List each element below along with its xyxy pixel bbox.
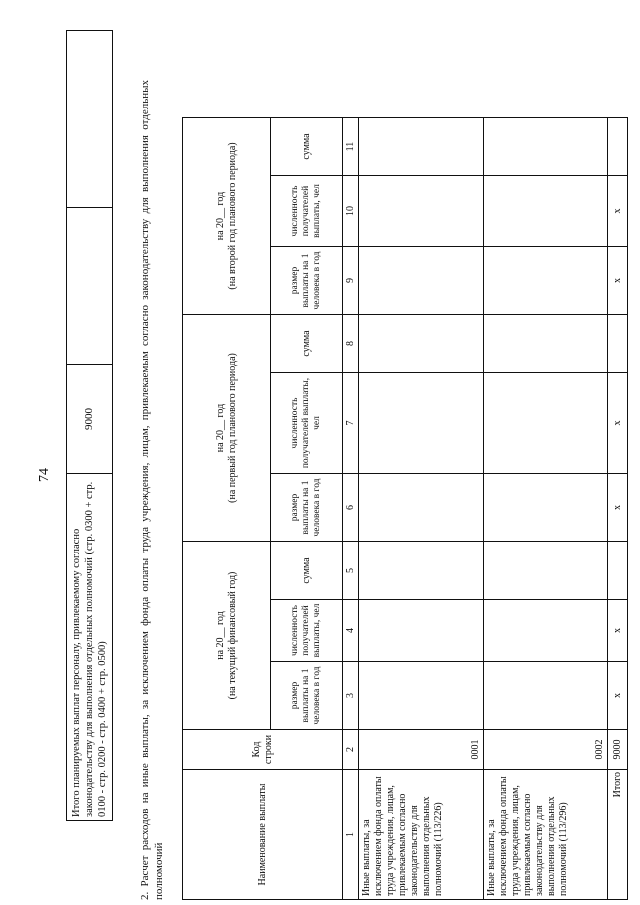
row-cell	[484, 600, 608, 662]
row-cell	[484, 315, 608, 373]
col-number: 9	[343, 247, 359, 315]
total-planned-payments-text: Итого планируемых выплат персоналу, привлекаемому согласно законодательству для выполнения отдельных полномочий (стр. 0300 + стр. 0100 - стр. 0200 - стр. 0400 + стр. 0500)	[67, 474, 113, 821]
col-number: 10	[343, 176, 359, 247]
total-x-mark: x	[608, 373, 628, 474]
period-3-year: на 20__ год	[214, 191, 226, 241]
col-number: 3	[343, 662, 359, 730]
header-count-3: численность получателей выплаты, чел	[271, 176, 343, 247]
page-number: 74	[37, 468, 52, 482]
total-planned-payments-table	[66, 30, 113, 821]
header-sum-2: сумма	[271, 315, 343, 373]
row-cell	[359, 315, 484, 373]
row-payment-name: Иные выплаты, за исключением фонда оплаты труда учреждения, лицам, привлекаемым согласно законодательству для выполнения отдельных полномочий (113/296)	[484, 770, 608, 900]
total-x-mark: x	[608, 600, 628, 662]
col-number: 5	[343, 542, 359, 600]
col-number: 2	[343, 730, 359, 770]
row-cell	[484, 474, 608, 542]
col-number: 11	[343, 118, 359, 176]
row-cell	[359, 600, 484, 662]
row-payment-name: Иные выплаты, за исключением фонда оплаты труда учреждения, лицам, привлекаемым согласно законодательству для выполнения отдельных полномочий (113/226)	[359, 770, 484, 900]
table-row	[484, 118, 608, 900]
section-heading	[138, 80, 166, 900]
row-cell	[359, 474, 484, 542]
period-1-year: на 20__ год	[214, 611, 226, 660]
period-2-year: на 20__ год	[214, 403, 226, 453]
col-number: 7	[343, 373, 359, 474]
header-count-1: численность получателей выплаты, чел	[271, 600, 343, 662]
row-cell	[484, 176, 608, 247]
header-sum-3: сумма	[271, 118, 343, 176]
header-row-code: Код строки	[183, 730, 343, 770]
section-title: Расчет расходов на иные выплаты, за исключением фонда оплаты труда учреждения, лицам, привлекаемым согласно законодательству для выполнения отдельных полномочий	[139, 79, 165, 900]
header-period-2	[183, 315, 271, 542]
total-planned-payments-value-2	[67, 31, 113, 208]
period-2-sub: (на первый год планового периода)	[226, 353, 238, 503]
row-cell	[359, 247, 484, 315]
row-cell	[484, 662, 608, 730]
total-x-mark: x	[608, 247, 628, 315]
header-payment-name: Наименование выплаты	[183, 770, 343, 900]
total-sum	[608, 118, 628, 176]
total-row	[608, 118, 628, 900]
total-x-mark: x	[608, 662, 628, 730]
section-number: 2.	[139, 891, 151, 900]
row-cell	[484, 247, 608, 315]
row-cell	[484, 542, 608, 600]
period-1-sub: (на текущий финансовый год)	[226, 571, 238, 700]
row-cell	[484, 118, 608, 176]
period-3-sub: (на второй год планового периода)	[226, 142, 238, 290]
column-numbers-row	[343, 118, 359, 900]
total-x-mark: x	[608, 176, 628, 247]
col-number: 6	[343, 474, 359, 542]
col-number: 1	[343, 770, 359, 900]
total-planned-payments-value-1	[67, 208, 113, 365]
other-payments-table	[182, 117, 628, 900]
col-number: 8	[343, 315, 359, 373]
total-x-mark: x	[608, 474, 628, 542]
header-sum-1: сумма	[271, 542, 343, 600]
header-size-2: размер выплаты на 1 человека в год	[271, 474, 343, 542]
header-size-3: размер выплаты на 1 человека в год	[271, 247, 343, 315]
total-sum	[608, 542, 628, 600]
row-cell	[359, 542, 484, 600]
table-row	[359, 118, 484, 900]
header-size-1: размер выплаты на 1 человека в год	[271, 662, 343, 730]
header-period-3	[183, 118, 271, 315]
total-planned-payments-code: 9000	[67, 365, 113, 474]
row-cell	[359, 118, 484, 176]
row-cell	[359, 373, 484, 474]
total-label: Итого	[608, 770, 628, 900]
row-cell	[359, 662, 484, 730]
total-code: 9000	[608, 730, 628, 770]
header-period-1	[183, 542, 271, 730]
header-count-2: численность получателей выплаты, чел	[271, 373, 343, 474]
col-number: 4	[343, 600, 359, 662]
row-code: 0002	[484, 730, 608, 770]
row-cell	[359, 176, 484, 247]
row-cell	[484, 373, 608, 474]
row-code: 0001	[359, 730, 484, 770]
total-sum	[608, 315, 628, 373]
